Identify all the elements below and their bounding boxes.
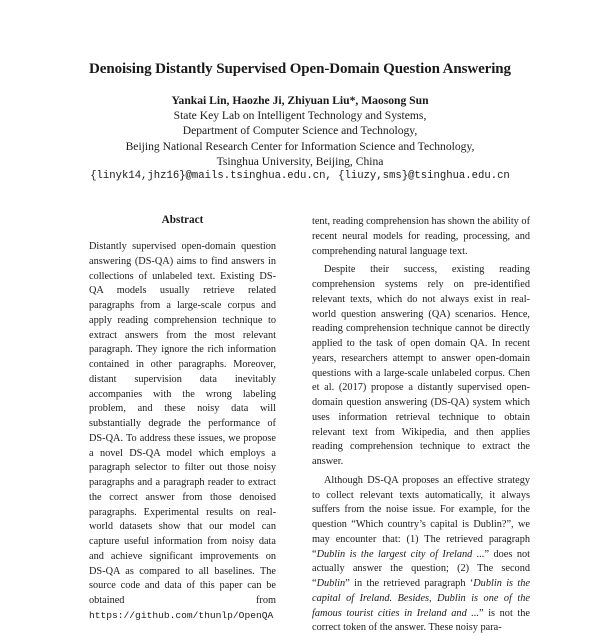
paragraph-3-mid-2: ” in the retrieved paragraph ‘ xyxy=(345,578,474,589)
paragraph-2 xyxy=(312,263,530,470)
affiliation-line-4: Tsinghua University, Beijing, China xyxy=(216,154,384,168)
paragraph-3-intro: Although DS-QA proposes an effective strategy to collect relevant texts automatically, it always suffers from the noise issue. For example, for the question “Which country’s capital is Dublin?”, we may encounter that: (1) The retrieved paragraph “ xyxy=(312,474,530,560)
paragraph-3-quote-1: Dublin is the largest city of Ireland ... xyxy=(316,548,485,560)
abstract-text: Distantly supervised open-domain question answering (DS-QA) aims to find answers in collections of unlabeled text. Existing DS-QA models usually retrieve related paragraphs from a large-scale corpus and apply reading comprehension technique to extract answers from the most relevant paragraph. They ignore the rich information contained in other paragraphs. Moreover, distant supervision data inevitably accompanies with the wrong labeling problem, and these noisy data will substantially degrade the performance of DS-QA. To address these issues, we propose a novel DS-QA model which employs a paragraph selector to filter out those noisy paragraphs and a paragraph reader to extract the correct answer from those denoised paragraphs. Experimental results on real-world datasets show that our model can capture useful information from noisy data and achieve significant improvements on DS-QA as compared to all baselines. The source code and data of this paper can be obtained from xyxy=(89,241,276,606)
affiliation-line-2: Department of Computer Science and Technology, xyxy=(182,124,418,138)
paragraph-3 xyxy=(312,474,530,636)
paragraph-2-text-a: Despite their success, existing reading comprehension systems rely on pre-identified relevant texts, which do not always exist in real-world question answering (QA) scenarios. Hence, reading comprehension technique cannot be directly applied to the task of open domain QA. In recent years, researchers attempt to answer open-domain questions with a large-scale unlabeled corpus. xyxy=(312,264,530,379)
paragraph-3-end: ” is not the correct token of the answer. These noisy para- xyxy=(312,607,530,634)
author-names: Yankai Lin, Haozhe Ji, Zhiyuan Liu*, Maosong Sun xyxy=(171,94,429,107)
paragraph-3-mid-1: ” does not actually answer the question; (2) The second “ xyxy=(312,548,530,589)
paragraph-1: tent, reading comprehension has shown the ability of recent neural models for reading, processing, and comprehending natural language text. xyxy=(312,216,530,257)
abstract-heading: Abstract xyxy=(161,214,204,226)
citation-chen-2017[interactable]: Chen et al. (2017) xyxy=(312,367,530,394)
affiliation-line-1: State Key Lab on Intelligent Technology and Systems, xyxy=(173,109,427,123)
author-block xyxy=(0,93,600,184)
paper-title: Denoising Distantly Supervised Open-Domain Question Answering xyxy=(89,61,511,77)
abstract-body xyxy=(89,240,276,624)
introduction-column xyxy=(312,215,530,636)
paragraph-3-quote-2: Dublin is the capital of Ireland. Besides, Dublin is one of the famous tourist cities in Ireland and ... xyxy=(312,578,530,619)
paragraph-2-text-b: propose a distantly supervised open-domain question answering (DS-QA) system which uses information retrieval technique to obtain relevant text from Wikipedia, and then applies reading comprehension technique to extract the answer. xyxy=(312,382,530,467)
paragraph-3-word: Dublin xyxy=(316,578,346,589)
source-code-link[interactable]: https://github.com/thunlp/OpenQA xyxy=(89,609,274,621)
author-emails: {linyk14,jhz16}@mails.tsinghua.edu.cn, {liuzy,sms}@tsinghua.edu.cn xyxy=(90,170,510,183)
affiliation-line-3: Beijing National Research Center for Information Science and Technology, xyxy=(125,139,475,153)
